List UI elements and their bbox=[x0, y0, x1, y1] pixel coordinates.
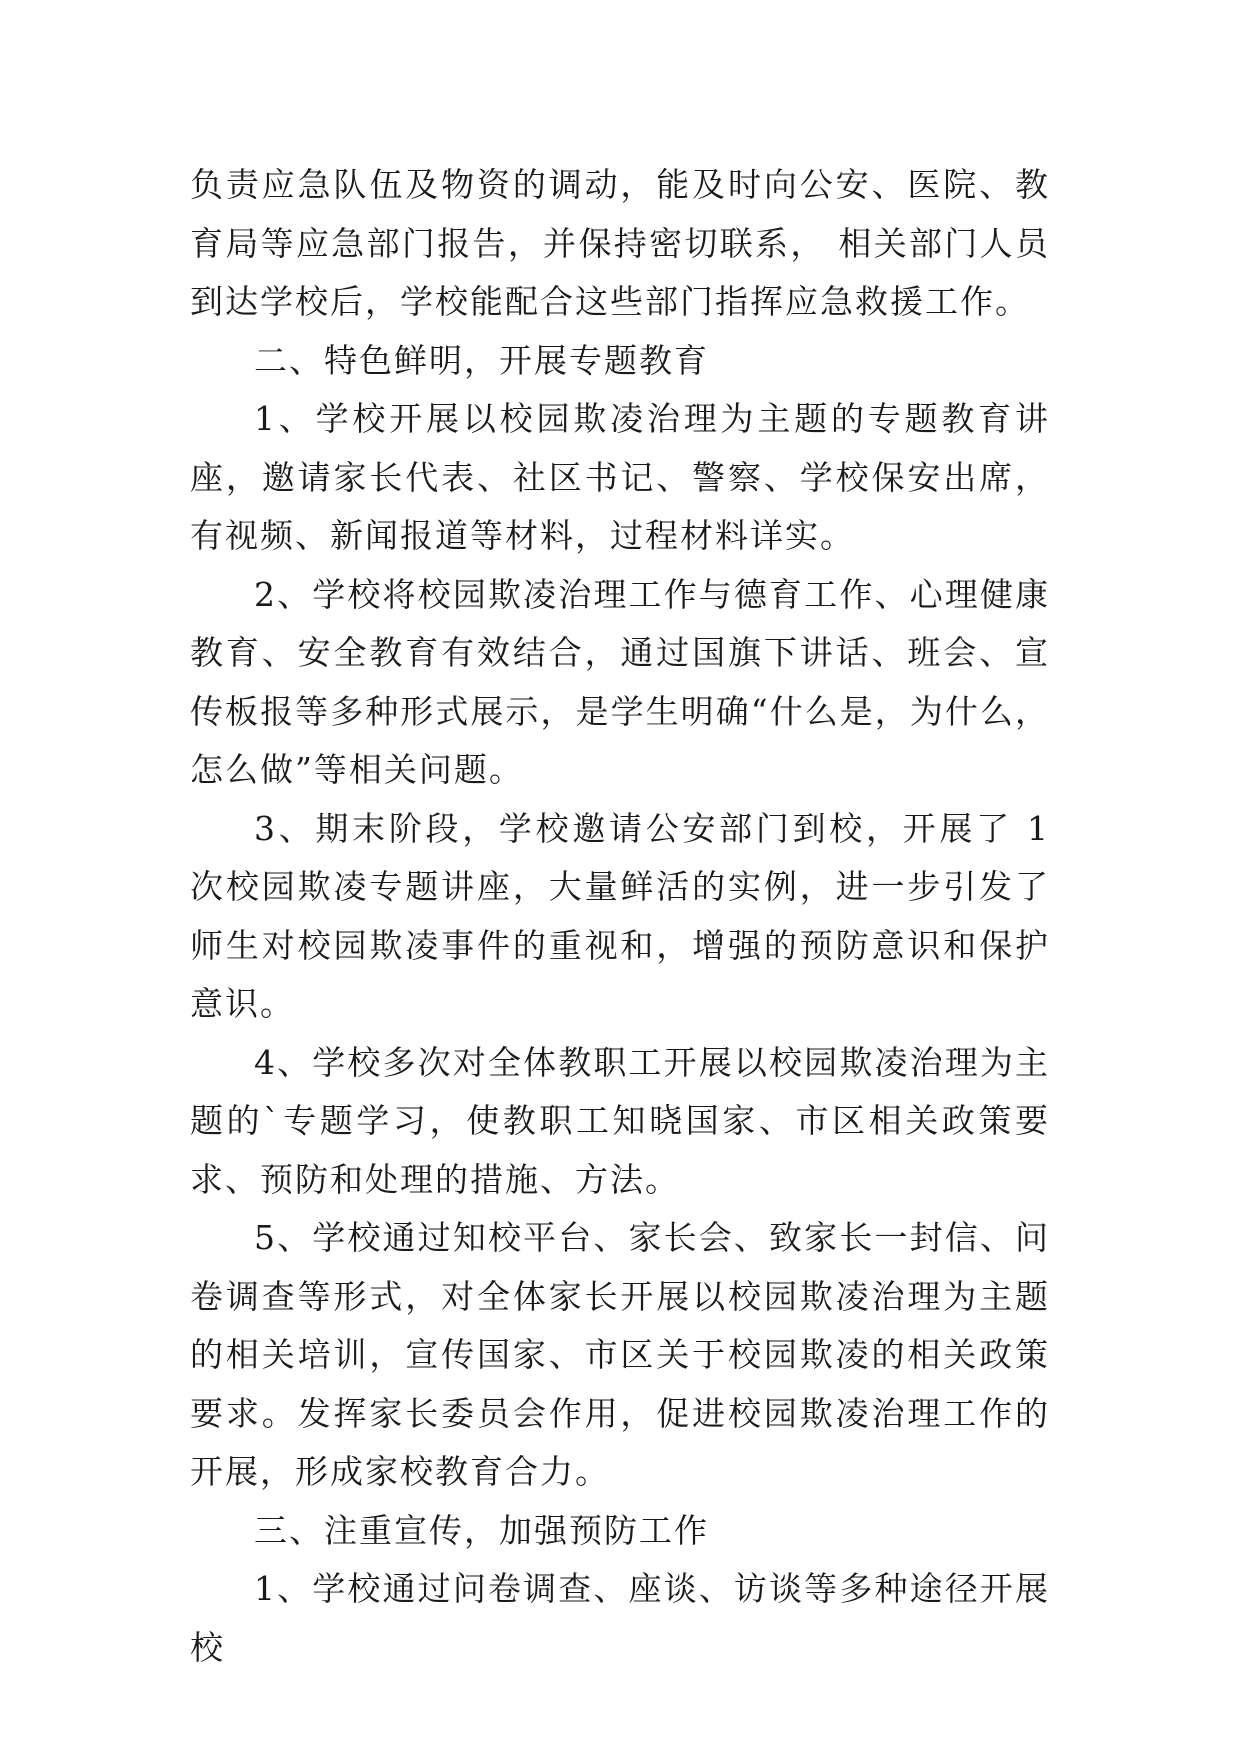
document-body bbox=[190, 156, 1050, 1677]
section-heading-3: 三、注重宣传，加强预防工作 bbox=[254, 1510, 709, 1550]
paragraph-item-4: 4、学校多次对全体教职工开展以校园欺凌治理为主题的`专题学习，使教职工知晓国家、市区相关政策要求、预防和处理的措施、方法。 bbox=[190, 1042, 1050, 1199]
paragraph-item-1-section-3: 1、学校通过问卷调查、座谈、访谈等多种途径开展校 bbox=[190, 1569, 1050, 1667]
paragraph-item-2: 2、学校将校园欺凌治理工作与德育工作、心理健康教育、安全教育有效结合，通过国旗下讲话、班会、宣传板报等多种形式展示，是学生明确“什么是，为什么，怎么做”等相关问题。 bbox=[190, 574, 1050, 789]
paragraph-continuation: 负责应急队伍及物资的调动，能及时向公安、医院、教育局等应急部门报告，并保持密切联系， 相关部门人员到达学校后，学校能配合这些部门指挥应急救援工作。 bbox=[190, 165, 1050, 321]
section-heading-2: 二、特色鲜明，开展专题教育 bbox=[254, 340, 709, 380]
paragraph-item-5: 5、学校通过知校平台、家长会、致家长一封信、问卷调查等形式，对全体家长开展以校园欺凌治理为主题的相关培训，宣传国家、市区关于校园欺凌的相关政策要求。发挥家长委员会作用，促进校园欺凌治理工作的开展，形成家校教育合力。 bbox=[190, 1218, 1050, 1491]
paragraph-item-1: 1、学校开展以校园欺凌治理为主题的专题教育讲座，邀请家长代表、社区书记、警察、学校保安出席，有视频、新闻报道等材料，过程材料详实。 bbox=[190, 399, 1050, 555]
paragraph-item-3: 3、期末阶段，学校邀请公安部门到校，开展了 1 次校园欺凌专题讲座，大量鲜活的实例，进一步引发了师生对校园欺凌事件的重视和，增强的预防意识和保护意识。 bbox=[190, 808, 1050, 1023]
